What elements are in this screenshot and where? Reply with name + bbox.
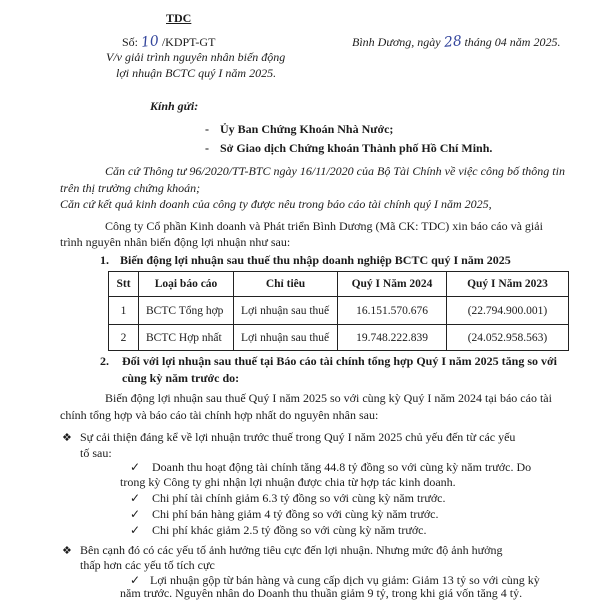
paragraph-line: Biến động lợi nhuận sau thuế Quý I năm 2025 so với cùng kỳ Quý I năm 2024 tại báo cáo tài xyxy=(105,391,552,405)
cell-q1-2023: (22.794.900.001) xyxy=(447,297,569,325)
cell-q1-2023: (24.052.958.563) xyxy=(447,325,569,351)
paragraph-line: chính tổng hợp và báo cáo tài chính hợp nhất do nguyên nhân sau: xyxy=(60,408,379,422)
check-mark-icon xyxy=(130,460,140,474)
diamond-bullet-icon xyxy=(62,543,72,558)
cell-q1-2024: 16.151.570.676 xyxy=(338,297,447,325)
list-item-line: Chi phí tài chính giảm 6.3 tỷ đồng so với cùng kỳ năm trước. xyxy=(152,491,446,505)
list-item-line: Lợi nhuận gộp từ bán hàng và cung cấp dịch vụ giảm: Giảm 13 tỷ so với cùng kỳ xyxy=(150,573,540,587)
cell-q1-2024: 19.748.222.839 xyxy=(338,325,447,351)
section-1-title: Biến động lợi nhuận sau thuế thu nhập doanh nghiệp BCTC quý I năm 2025 xyxy=(120,253,511,267)
document-number-suffix: /KDPT-GT xyxy=(161,35,216,49)
document-number-label: Số: xyxy=(122,35,139,49)
document-number xyxy=(122,35,215,49)
preamble-line: trên thị trường chứng khoán; xyxy=(60,181,201,195)
cell-stt: 1 xyxy=(109,297,139,325)
cell-stt: 2 xyxy=(109,325,139,351)
recipients-label: Kính gửi: xyxy=(150,99,199,113)
column-header-indicator: Chỉ tiêu xyxy=(234,272,338,297)
column-header-stt: Stt xyxy=(109,272,139,297)
company-code: TDC xyxy=(166,11,192,25)
check-mark-icon xyxy=(130,507,140,521)
cell-indicator: Lợi nhuận sau thuế xyxy=(234,297,338,325)
intro-line: trình nguyên nhân biến động lợi nhuận như sau: xyxy=(60,235,291,249)
handwritten-date-day: 28 xyxy=(442,33,463,51)
preamble-line: Căn cứ kết quả kinh doanh của công ty được nêu trong báo cáo tài chính quý I năm 2025, xyxy=(60,197,492,211)
table-row xyxy=(109,297,569,325)
table-row xyxy=(109,325,569,351)
section-1-number: 1. xyxy=(100,253,109,267)
section-2-title: cùng kỳ năm trước do: xyxy=(122,371,240,385)
list-item-line: Chi phí bán hàng giảm 4 tỷ đồng so với cùng kỳ năm trước. xyxy=(152,507,439,521)
column-header-report-type: Loại báo cáo xyxy=(139,272,234,297)
handwritten-document-number: 10 xyxy=(140,33,160,51)
preamble-line: Căn cứ Thông tư 96/2020/TT-BTC ngày 16/11/2020 của Bộ Tài Chính về việc công bố thông tin xyxy=(105,164,565,178)
list-item-line: năm trước. Nguyên nhân do Doanh thu thuần giảm 9 tỷ, trong khi giá vốn tăng 4 tỷ. xyxy=(120,586,523,600)
bullet-group-line: tố sau: xyxy=(80,446,112,460)
date-prefix: Bình Dương, ngày xyxy=(352,35,441,49)
recipient-name: Ủy Ban Chứng Khoán Nhà Nước; xyxy=(220,122,394,136)
recipient-dash: - xyxy=(205,122,209,136)
recipient-name: Sở Giao dịch Chứng khoán Thành phố Hồ Chí Minh. xyxy=(220,141,493,155)
profit-table xyxy=(108,271,569,351)
check-mark-icon xyxy=(130,523,140,537)
list-item-line: trong kỳ Công ty ghi nhận lợi nhuận được chia từ hợp tác kinh doanh. xyxy=(120,475,456,489)
check-mark-icon xyxy=(130,491,140,505)
document-date xyxy=(352,35,560,49)
section-2-number: 2. xyxy=(100,354,109,368)
bullet-group-line: Sự cải thiện đáng kể về lợi nhuận trước thuế trong Quý I năm 2025 chủ yếu đến từ các yếu xyxy=(80,430,516,444)
column-header-q1-2024: Quý I Năm 2024 xyxy=(338,272,447,297)
subject-line: V/v giải trình nguyên nhân biến động xyxy=(106,50,286,64)
bullet-group-line: Bên cạnh đó có các yếu tố ảnh hưởng tiêu cực đến lợi nhuận. Nhưng mức độ ảnh hưởng xyxy=(80,543,503,557)
cell-report-type: BCTC Hợp nhất xyxy=(139,325,234,351)
check-mark-icon xyxy=(130,573,140,587)
bullet-group-line: thấp hơn các yếu tố tích cực xyxy=(80,558,215,572)
cell-report-type: BCTC Tổng hợp xyxy=(139,297,234,325)
recipient-dash: - xyxy=(205,141,209,155)
subject-line: lợi nhuận BCTC quý I năm 2025. xyxy=(116,66,277,80)
table-header-row xyxy=(109,272,569,297)
cell-indicator: Lợi nhuận sau thuế xyxy=(234,325,338,351)
list-item-line: Chi phí khác giảm 2.5 tỷ đồng so với cùng kỳ năm trước. xyxy=(152,523,427,537)
intro-line: Công ty Cổ phần Kinh doanh và Phát triển Bình Dương (Mã CK: TDC) xin báo cáo và giải xyxy=(105,219,543,233)
section-2-title: Đối với lợi nhuận sau thuế tại Báo cáo tài chính tổng hợp Quý I năm 2025 tăng so với xyxy=(122,354,557,368)
diamond-bullet-icon xyxy=(62,430,72,445)
date-suffix: tháng 04 năm 2025. xyxy=(464,35,561,49)
list-item-line: Doanh thu hoạt động tài chính tăng 44.8 tỷ đồng so với cùng kỳ năm trước. Do xyxy=(152,460,532,474)
column-header-q1-2023: Quý I Năm 2023 xyxy=(447,272,569,297)
